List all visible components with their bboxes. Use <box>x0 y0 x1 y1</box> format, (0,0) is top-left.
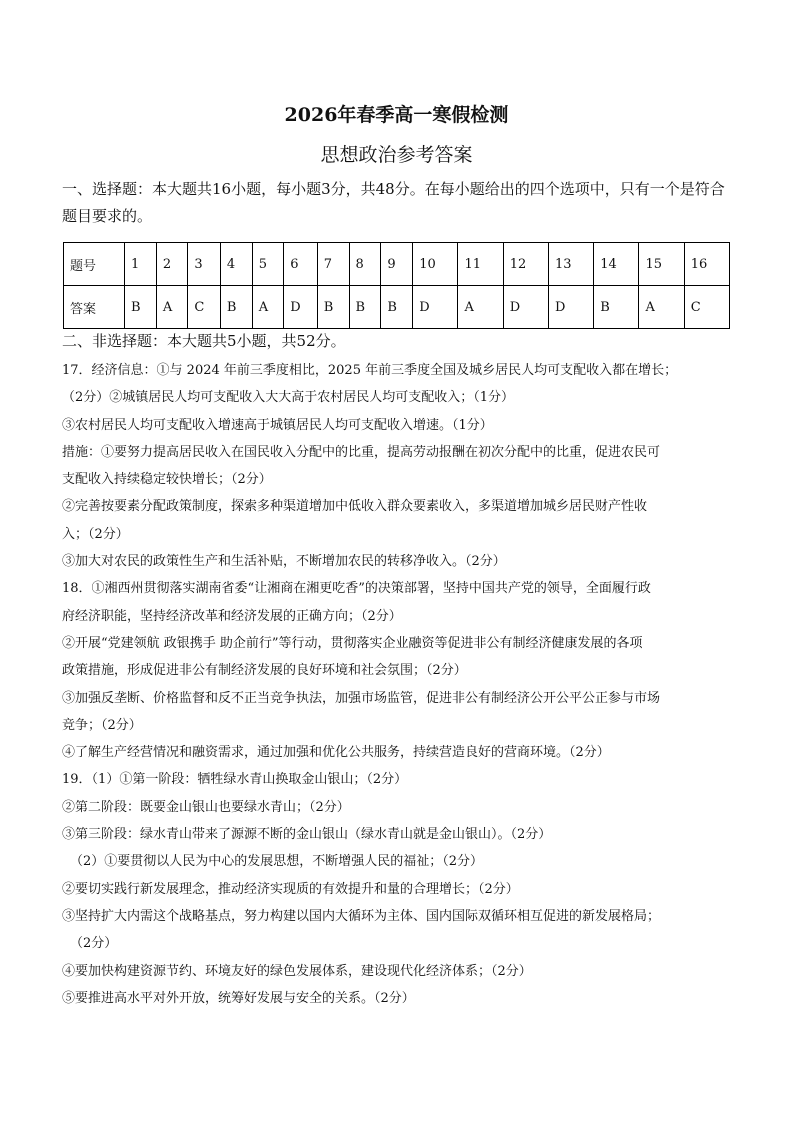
question-number-cell: 14 <box>594 243 639 286</box>
question-number-cell: 9 <box>381 243 413 286</box>
answer-line: 入；（2分） <box>62 526 129 542</box>
answer-cell: C <box>188 286 221 329</box>
question-number-cell: 6 <box>284 243 318 286</box>
answer-cell: A <box>252 286 283 329</box>
answer-line: （2分） <box>70 936 118 952</box>
section-2-heading: 二、非选择题：本大题共5小题，共52分。 <box>62 332 346 350</box>
question-number-cell: 11 <box>458 243 503 286</box>
table-row-header: 题号 <box>64 243 125 286</box>
question-number-cell: 15 <box>639 243 684 286</box>
question-number-cell: 10 <box>413 243 458 286</box>
answer-line: 18．①湘西州贯彻落实湖南省委“让湘商在湘更吃香”的决策部署，坚持中国共产党的领导，全面履行政 <box>62 581 651 597</box>
answer-line: ②第二阶段：既要金山银山也要绿水青山；（2分） <box>62 799 350 815</box>
answer-line: 支配收入持续稳定较快增长；（2分） <box>62 472 272 488</box>
answer-table <box>63 242 730 329</box>
question-number-cell: 8 <box>349 243 381 286</box>
answer-line: 政策措施，形成促进非公有制经济发展的良好环境和社会氛围；（2分） <box>62 663 467 679</box>
question-number-cell: 4 <box>220 243 252 286</box>
question-number-cell: 2 <box>156 243 187 286</box>
answer-cell: B <box>349 286 381 329</box>
question-number-cell: 3 <box>188 243 221 286</box>
answer-cell: D <box>413 286 458 329</box>
answer-line: ③加大对农民的政策性生产和生活补贴，不断增加农民的转移净收入。（2分） <box>62 554 506 570</box>
answer-line: ⑤要推进高水平对外开放，统筹好发展与安全的关系。（2分） <box>62 990 415 1006</box>
question-number-cell: 13 <box>548 243 593 286</box>
question-number-row <box>64 243 730 286</box>
answer-cell: B <box>317 286 349 329</box>
answer-line: ③加强反垄断、价格监督和反不正当竞争执法，加强市场监管，促进非公有制经济公开公平公正参与市场 <box>62 690 661 706</box>
answer-line: 竞争；（2分） <box>62 717 142 733</box>
answer-line: （2分）②城镇居民人均可支配收入大大高于农村居民人均可支配收入；（1分） <box>62 390 515 406</box>
page-title: 2026年春季高一寒假检测 <box>284 104 509 126</box>
answer-line: （2）①要贯彻以人民为中心的发展思想，不断增强人民的福祉；（2分） <box>70 854 484 870</box>
answer-line: 府经济职能，坚持经济改革和经济发展的正确方向；（2分） <box>62 608 402 624</box>
section-1-heading: 一、选择题：本大题共16小题，每小题3分，共48分。在每小题给出的四个选项中，只有一个是符合题目要求的。 <box>62 180 725 225</box>
answer-line: ②要切实践行新发展理念，推动经济实现质的有效提升和量的合理增长；（2分） <box>62 881 519 897</box>
answer-cell: C <box>684 286 729 329</box>
answer-cell: B <box>125 286 157 329</box>
question-number-cell: 7 <box>317 243 349 286</box>
answer-body <box>62 357 732 1012</box>
answer-cell: D <box>284 286 318 329</box>
answer-line: ③第三阶段：绿水青山带来了源源不断的金山银山（绿水青山就是金山银山）。（2分） <box>62 827 552 843</box>
answer-line: ③农村居民人均可支配收入增速高于城镇居民人均可支配收入增速。（1分） <box>62 417 493 433</box>
table-row-header: 答案 <box>64 286 125 329</box>
answer-cell: D <box>548 286 593 329</box>
question-number-cell: 16 <box>684 243 729 286</box>
answer-cell: B <box>381 286 413 329</box>
answer-line: ②开展“党建领航 政银携手 助企前行”等行动，贯彻落实企业融资等促进非公有制经济健康发展的各项 <box>62 635 643 651</box>
answer-cell: A <box>639 286 684 329</box>
answer-cell: B <box>594 286 639 329</box>
page-subtitle: 思想政治参考答案 <box>320 144 473 166</box>
question-number-cell: 12 <box>503 243 548 286</box>
answer-line: 19．（1）①第一阶段：牺牲绿水青山换取金山银山；（2分） <box>62 772 408 788</box>
answer-row <box>64 286 730 329</box>
answer-line: 17．经济信息：①与 2024 年前三季度相比，2025 年前三季度全国及城乡居民人均可支配收入都在增长； <box>62 363 678 378</box>
answer-line: ④要加快构建资源节约、环境友好的绿色发展体系，建设现代化经济体系；（2分） <box>62 963 532 979</box>
answer-line: ②完善按要素分配政策制度，探索多种渠道增加中低收入群众要素收入，多渠道增加城乡居民财产性收 <box>62 499 648 515</box>
answer-line: ④了解生产经营情况和融资需求，通过加强和优化公共服务，持续营造良好的营商环境。（2分） <box>62 745 610 761</box>
answer-cell: D <box>503 286 548 329</box>
answer-line: 措施：①要努力提高居民收入在国民收入分配中的比重，提高劳动报酬在初次分配中的比重，促进农民可 <box>62 444 661 460</box>
answer-line: ③坚持扩大内需这个战略基点，努力构建以国内大循环为主体、国内国际双循环相互促进的新发展格局； <box>62 908 661 924</box>
answer-cell: A <box>156 286 187 329</box>
answer-cell: B <box>220 286 252 329</box>
answer-cell: A <box>458 286 503 329</box>
question-number-cell: 5 <box>252 243 283 286</box>
question-number-cell: 1 <box>125 243 157 286</box>
